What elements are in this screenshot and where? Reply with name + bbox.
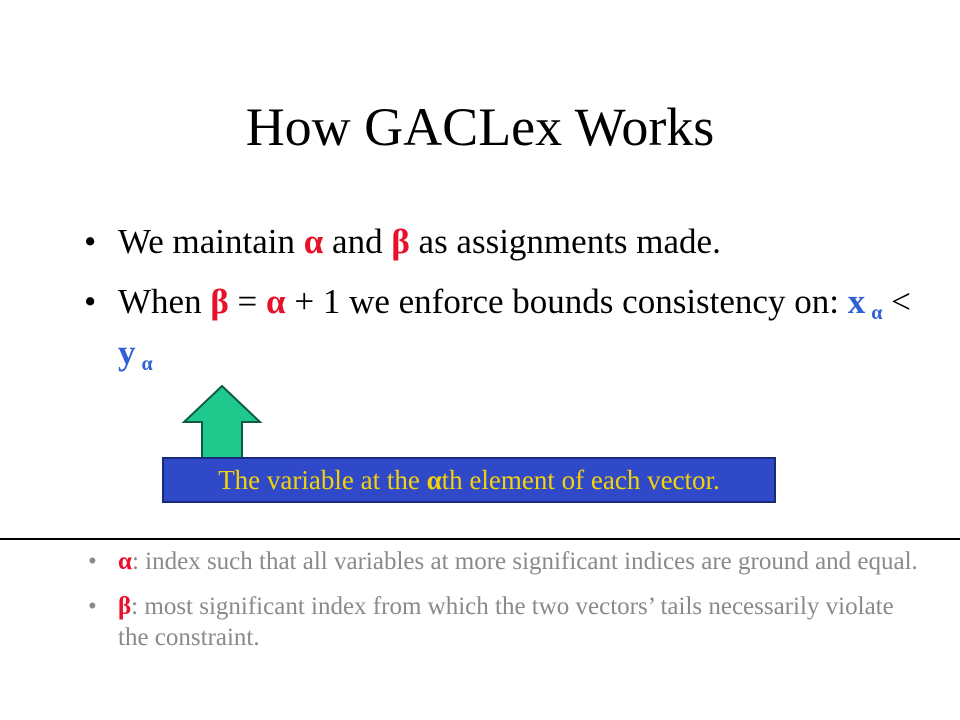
- definition-alpha: [84, 546, 924, 577]
- variable-x-subscript: α: [871, 302, 883, 324]
- callout-box: [162, 457, 776, 503]
- alpha-symbol: α: [303, 222, 324, 261]
- bullet-text: + 1 we enforce bounds consistency on:: [285, 282, 848, 321]
- bullet-text: =: [228, 282, 267, 321]
- bullet-text: and: [323, 222, 392, 261]
- variable-y-subscript: α: [141, 353, 153, 375]
- main-bullet-list: [84, 222, 944, 404]
- variable-y: y: [118, 333, 136, 372]
- bullet-text: as assignments made.: [409, 222, 721, 261]
- bullet-dot: •: [88, 593, 97, 620]
- bullet-text: When: [118, 282, 211, 321]
- bullet-text: We maintain: [118, 222, 304, 261]
- bullet-dot: •: [88, 548, 97, 575]
- beta-symbol: β: [118, 593, 132, 620]
- divider: [0, 538, 960, 540]
- callout-text: th element of each vector.: [441, 465, 720, 495]
- alpha-symbol: α: [426, 465, 442, 495]
- definition-text: : most significant index from which the two vectors’ tails necessarily violate the constraint.: [118, 593, 894, 651]
- beta-symbol: β: [391, 222, 410, 261]
- beta-symbol: β: [210, 282, 229, 321]
- bullet-dot: •: [84, 282, 97, 321]
- alpha-symbol: α: [266, 282, 286, 321]
- bullet-maintain: [84, 222, 944, 262]
- up-arrow-icon: [180, 384, 264, 462]
- callout-text: The variable at the: [218, 465, 427, 495]
- definition-text: : index such that all variables at more significant indices are ground and equal.: [131, 548, 918, 575]
- slide-title: How GACLex Works: [245, 97, 715, 157]
- alpha-symbol: α: [118, 548, 132, 575]
- variable-x: x: [847, 282, 866, 321]
- definition-beta: [84, 591, 924, 653]
- bullet-dot: •: [84, 222, 97, 261]
- definition-list: [84, 546, 924, 667]
- bullet-enforce: [84, 282, 944, 384]
- less-than-symbol: <: [882, 282, 911, 321]
